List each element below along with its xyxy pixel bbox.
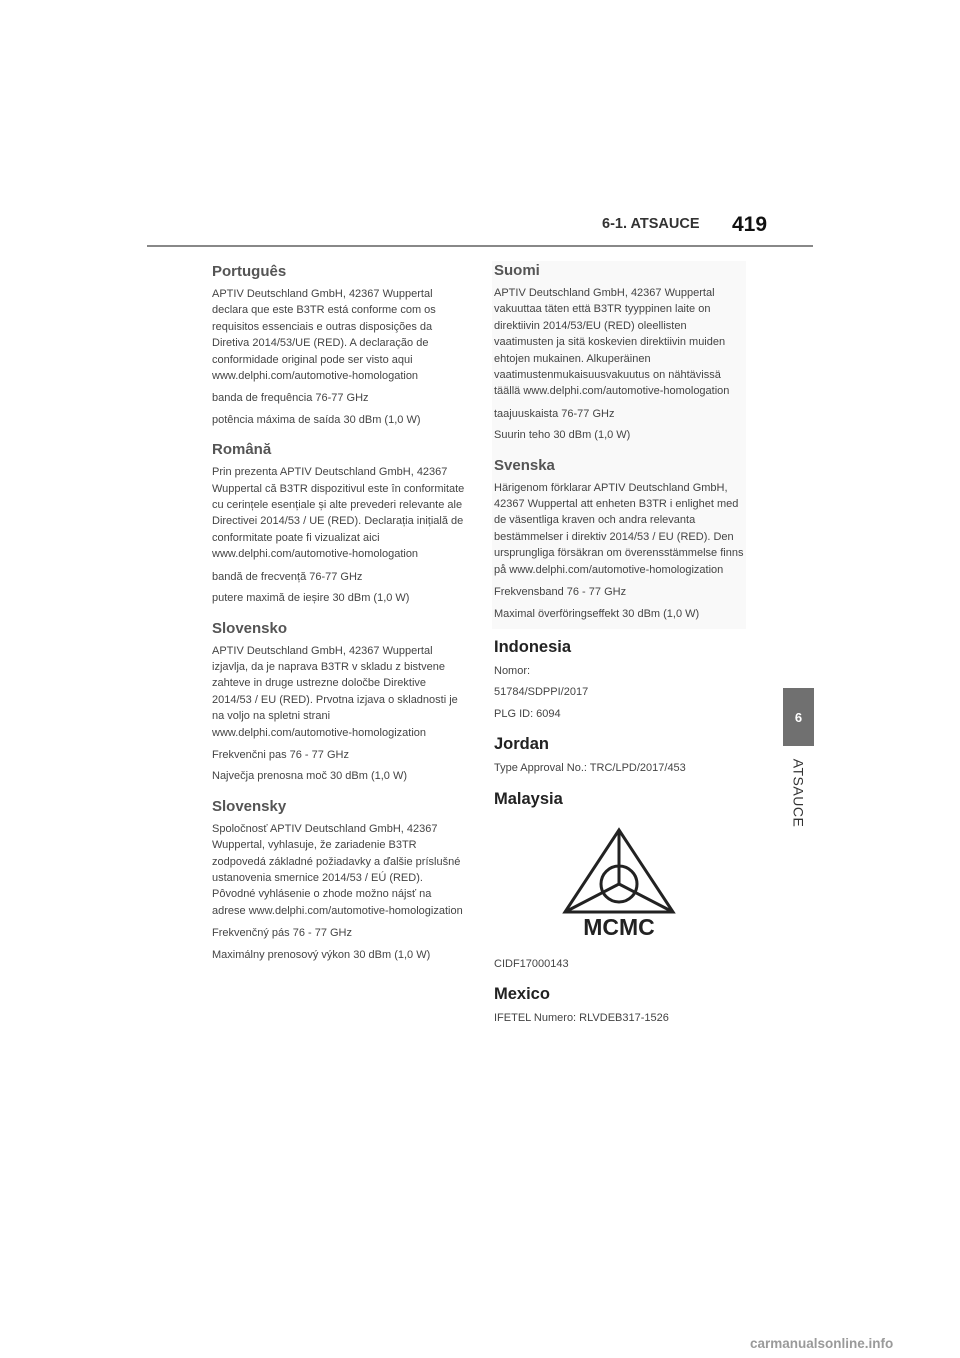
section-heading: Mexico (494, 984, 550, 1003)
watermark-text: carmanualsonline.info (750, 1336, 894, 1351)
header-divider (147, 245, 813, 247)
section-heading: Română (212, 441, 272, 459)
section-heading: Malaysia (494, 789, 563, 808)
declaration-text: Härigenom förklarar APTIV Deutschland GmbH, 42367 Wuppertal att enheten B3TR i enlighet med de väsentliga kraven och andra relevanta bestämmelser i direktiv 2014/53 / EU (RED). Den ursprungliga försäkran om överensstämmelse finns på www.delphi.com/automotive-homologization (494, 481, 744, 576)
section-jordan (494, 734, 744, 776)
declaration-text: APTIV Deutschland GmbH, 42367 Wuppertal declara que este B3TR está conforme com os requisitos essenciais e outras disposições da Diretiva 2014/53/UE (RED). A declaração de conformidade original pode ser visto aqui www.delphi.com/automotive-homologation (212, 288, 436, 383)
section-slovensko (212, 619, 467, 785)
frequency-band: taajuuskaista 76-77 GHz (494, 407, 615, 420)
section-heading: Slovensky (212, 797, 287, 815)
declaration-text: Prin prezenta APTIV Deutschland GmbH, 42367 Wuppertal că B3TR dispozitivul este în conformitate cu cerințele esențiale și alte prevederi relevante ale Directivei 2014/53 / UE (RED). Declarația inițială de conformitate poate fi vizualizat aici www.delphi.com/automotive-homologation (212, 466, 465, 561)
section-svenska (494, 456, 744, 622)
frequency-band: Frekvensband 76 - 77 GHz (494, 586, 627, 599)
section-mexico (494, 984, 744, 1026)
section-indonesia (494, 637, 744, 722)
chapter-tab-label: ATSAUCE (790, 758, 806, 828)
plg-id: PLG ID: 6094 (494, 707, 561, 720)
max-power: Maximal överföringseffekt 30 dBm (1,0 W) (494, 607, 700, 620)
max-power: potência máxima de saída 30 dBm (1,0 W) (212, 413, 421, 426)
section-romana (212, 440, 467, 606)
section-heading: Svenska (494, 456, 555, 474)
max-power: putere maximă de ieșire 30 dBm (1,0 W) (212, 592, 410, 605)
section-malaysia (494, 789, 744, 972)
right-column (494, 261, 744, 1038)
frequency-band: bandă de frecvență 76-77 GHz (212, 570, 363, 583)
left-column (212, 262, 467, 975)
frequency-band: Frekvenčný pás 76 - 77 GHz (212, 927, 353, 940)
section-heading: Jordan (494, 735, 550, 754)
frequency-band: Frekvenčni pas 76 - 77 GHz (212, 748, 349, 761)
section-portugues (212, 262, 467, 428)
declaration-text: Spoločnosť APTIV Deutschland GmbH, 42367 Wuppertal, vyhlasuje, že zariadenie B3TR zodpovedá základné požiadavky a ďalšie príslušné ustanovenia smernice 2014/53 / EÚ (RED). Pôvodné vyhlásenie o zhode možno nájsť na adrese www.delphi.com/automotive-homologization (212, 822, 463, 917)
eu-declarations-block (492, 261, 746, 629)
approval-number: IFETEL Numero: RLVDEB317-1526 (494, 1011, 669, 1024)
section-heading: Suomi (494, 262, 540, 279)
mcmc-logo-icon (556, 826, 682, 938)
section-heading: Slovensko (212, 619, 288, 637)
approval-number: Type Approval No.: TRC/LPD/2017/453 (494, 762, 686, 775)
max-power: Suurin teho 30 dBm (1,0 W) (494, 429, 631, 442)
max-power: Največja prenosna moč 30 dBm (1,0 W) (212, 770, 408, 783)
approval-label: Nomor: (494, 664, 531, 677)
section-heading: Indonesia (494, 637, 572, 656)
section-title: 6-1. ATSAUCE (602, 216, 700, 232)
approval-number: CIDF17000143 (494, 957, 569, 970)
max-power: Maximálny prenosový výkon 30 dBm (1,0 W) (212, 948, 431, 961)
declaration-text: APTIV Deutschland GmbH, 42367 Wuppertal izjavlja, da je naprava B3TR v skladu z bistvene zahteve in druge ustrezne določbe Direktive 2014/53 / EU (RED). Prvotna izjava o skladnosti je na voljo na spletni strani www.delphi.com/automotive-homologization (212, 644, 458, 739)
chapter-tab: 6 (783, 688, 814, 746)
frequency-band: banda de frequência 76-77 GHz (212, 392, 369, 405)
section-slovensky (212, 797, 467, 963)
svg-text:MCMC: MCMC (583, 913, 655, 938)
declaration-text: APTIV Deutschland GmbH, 42367 Wuppertal vakuuttaa täten että B3TR tyyppinen laite on direktiivin 2014/53/EU (RED) oleellisten vaatimusten ja sitä koskevien direktiivin muiden ehtojen mukainen. Alkuperäinen vaatimustenmukaisuusvakuutus on nähtävissä täällä www.delphi.com/automotive-homologation (494, 287, 730, 398)
approval-number: 51784/SDPPI/2017 (494, 686, 589, 699)
section-suomi (494, 261, 744, 444)
page-number: 419 (732, 213, 768, 236)
section-heading: Português (212, 263, 287, 280)
